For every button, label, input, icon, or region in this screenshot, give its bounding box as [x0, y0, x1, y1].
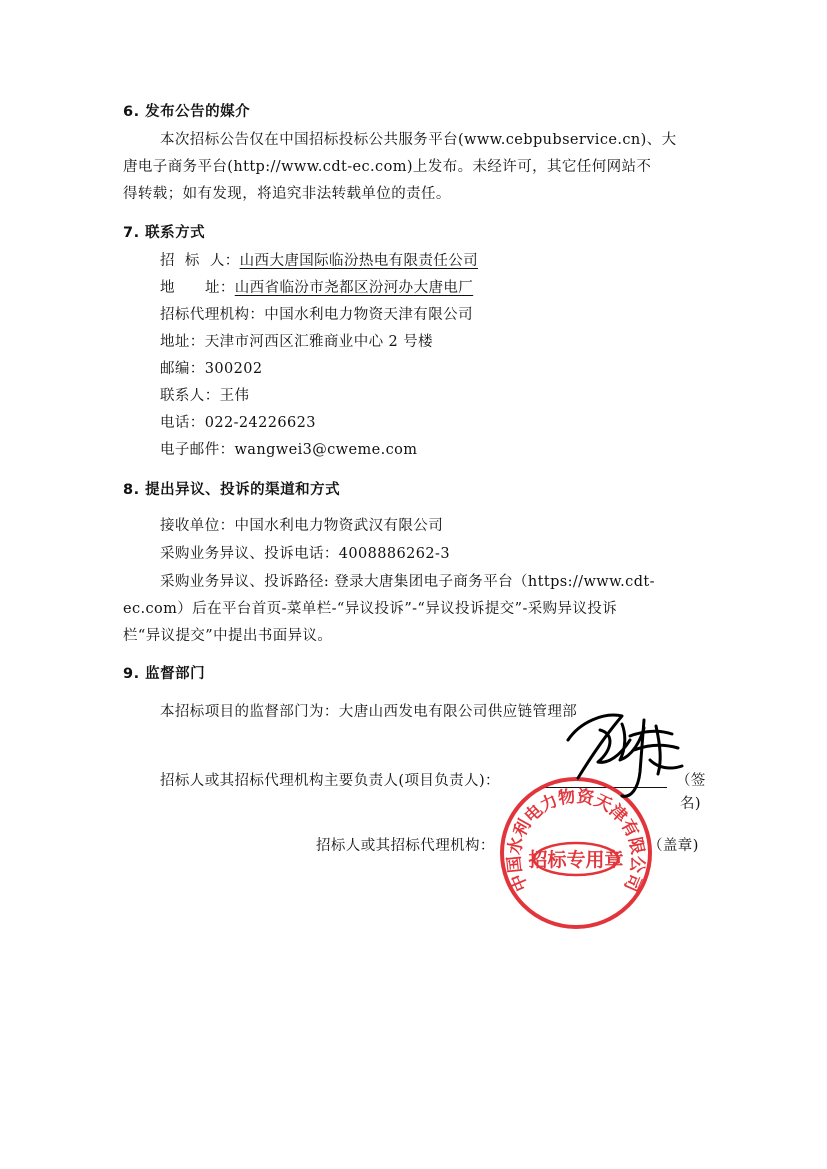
complaint-path-line-1: 采购业务异议、投诉路径: 登录大唐集团电子商务平台（https://www.cdt- — [160, 574, 655, 590]
sign-suffix-2: 名) — [680, 796, 701, 812]
section-6-line-3: 得转载；如有发现，将追究非法转载单位的责任。 — [123, 186, 451, 202]
seal-suffix: （盖章) — [648, 838, 699, 854]
tenderer-value: 山西大唐国际临汾热电有限责任公司 — [239, 253, 479, 269]
tenderer-row — [160, 249, 478, 270]
section-6-line-2: 唐电子商务平台(http://www.cdt-ec.com)上发布。未经许可，其它任何网站不 — [123, 159, 652, 175]
seal-center-text: 招标专用章 — [528, 849, 624, 871]
complaint-path-line-2: ec.com）后在平台首页-菜单栏-“异议投诉”-“异议投诉提交”-采购异议投诉 — [123, 601, 618, 617]
sign-label: 招标人或其招标代理机构主要负责人(项目负责人)： — [160, 773, 500, 789]
seal-label: 招标人或其招标代理机构： — [316, 838, 495, 854]
section-6-heading: 6. 发布公告的媒介 — [123, 104, 251, 120]
handwritten-signature — [560, 700, 690, 800]
complaint-path-line-3: 栏“异议提交”中提出书面异议。 — [123, 628, 333, 644]
address-label: 地 址： — [160, 280, 235, 296]
agency-line: 招标代理机构：中国水利电力物资天津有限公司 — [160, 307, 473, 323]
phone-line: 电话：022-24226623 — [160, 415, 316, 431]
complaint-phone-line: 采购业务异议、投诉电话：4008886262-3 — [160, 546, 450, 562]
section-6-line-1: 本次招标公告仅在中国招标投标公共服务平台(www.cebpubservice.cn)、大 — [160, 132, 677, 148]
contact-line: 联系人：王伟 — [160, 388, 250, 404]
postcode-line: 邮编：300202 — [160, 361, 263, 377]
section-8-heading: 8. 提出异议、投诉的渠道和方式 — [123, 482, 341, 498]
agency-address-line: 地址：天津市河西区汇雅商业中心 2 号楼 — [160, 334, 433, 350]
receiver-line: 接收单位：中国水利电力物资武汉有限公司 — [160, 518, 444, 534]
address-value: 山西省临汾市尧都区汾河办大唐电厂 — [234, 280, 474, 296]
email-line: 电子邮件：wangwei3@cweme.com — [160, 442, 418, 458]
address-row — [160, 276, 473, 297]
sign-suffix-1: （签 — [676, 773, 706, 789]
supervisor-line: 本招标项目的监督部门为：大唐山西发电有限公司供应链管理部 — [160, 704, 578, 720]
tenderer-label: 招 标 人： — [160, 253, 240, 269]
section-7-heading: 7. 联系方式 — [123, 225, 206, 241]
seal-ring-text: 中国水利电力物资天津有限公司 — [504, 786, 648, 894]
section-9-heading: 9. 监督部门 — [123, 666, 206, 682]
